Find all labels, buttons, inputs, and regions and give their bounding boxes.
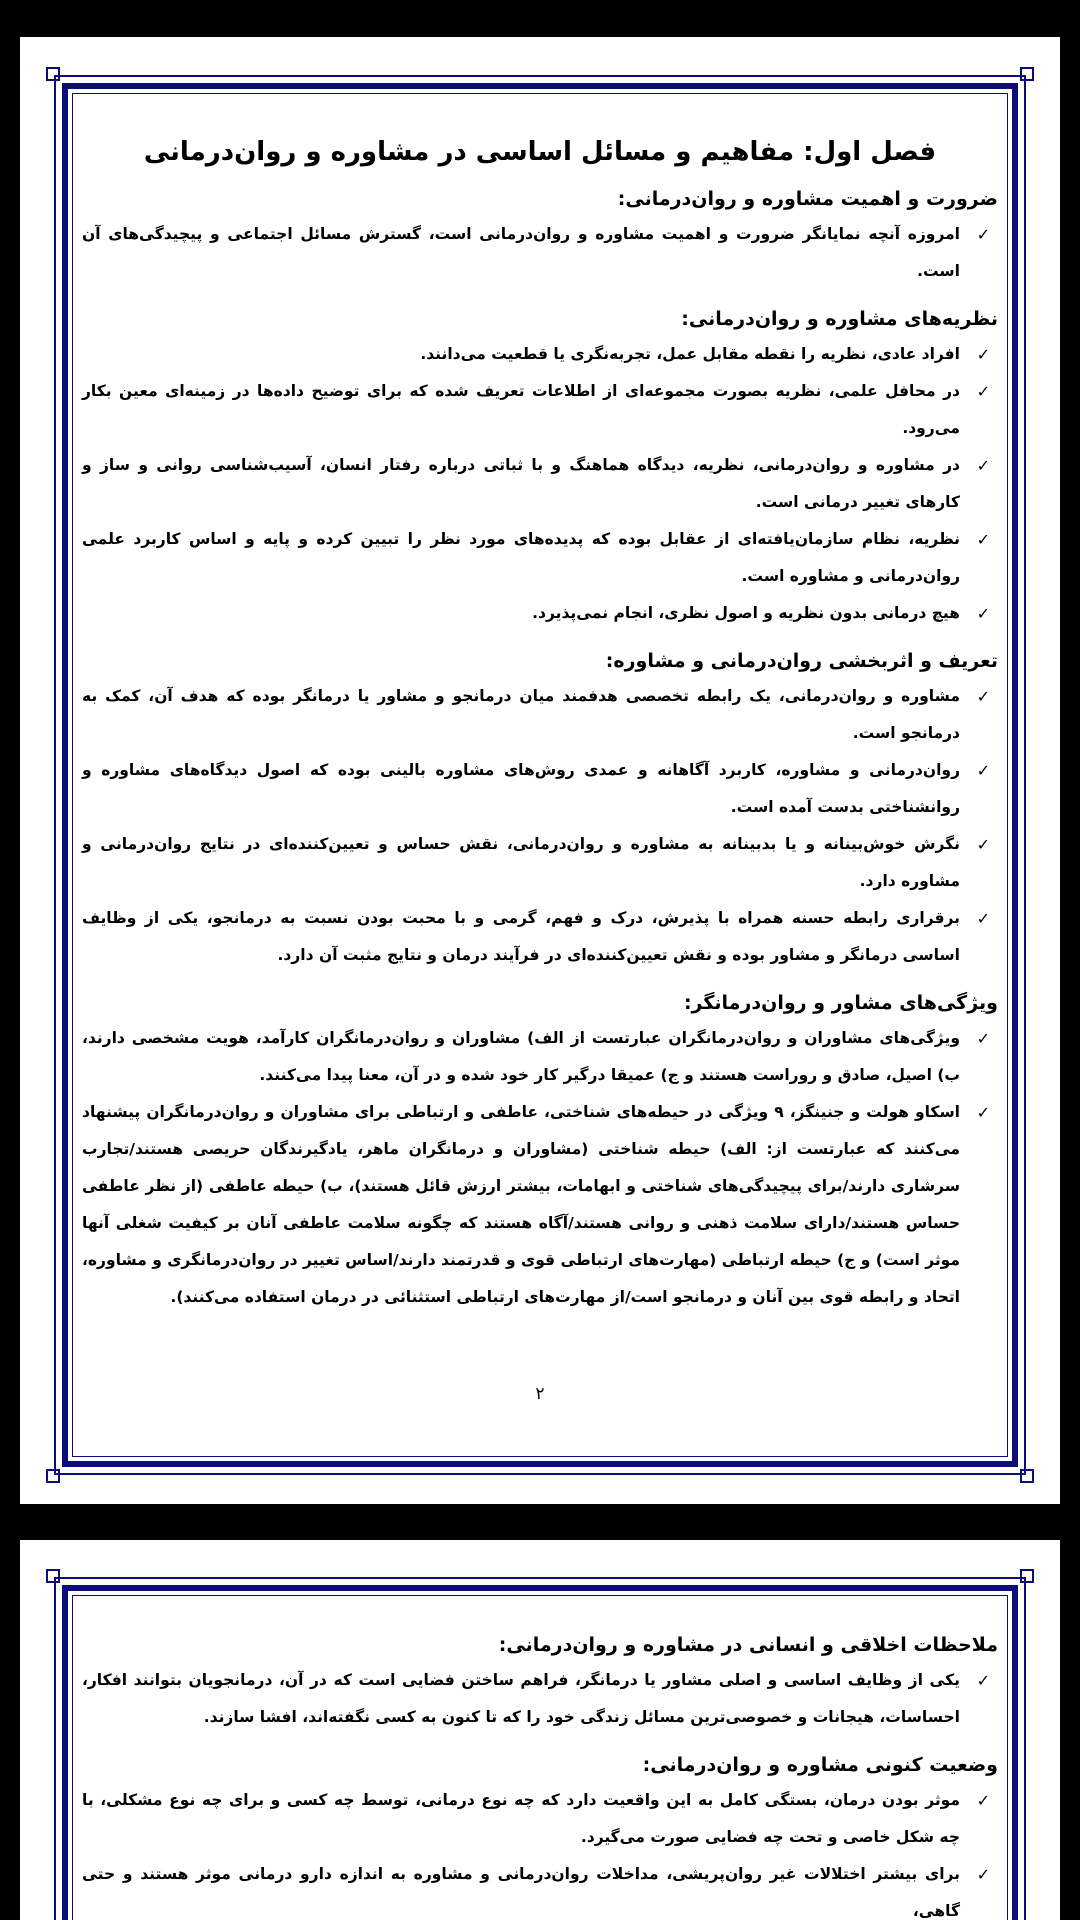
list-item-text: نظریه، نظام سازمان‌یافته‌ای از عقابل بوده که پدیده‌های مورد نظر را تبیین کرده و پایه و اساس کاربرد علمی روان‌درمانی و مشاوره است.	[82, 530, 960, 585]
document-page-2	[20, 1540, 1060, 1920]
list-item-text: روان‌درمانی و مشاوره، کاربرد آگاهانه و عمدی روش‌های مشاوره بالینی بوده که اصول دیدگاه‌های مشاوره و روانشناختی بدست آمده است.	[82, 761, 960, 816]
list-item	[82, 826, 998, 900]
page-content	[82, 1630, 998, 1920]
check-icon: ✓	[976, 456, 990, 475]
section-title: وضعیت کنونی مشاوره و روان‌درمانی:	[642, 1754, 998, 1776]
check-icon: ✓	[976, 530, 990, 549]
list-item	[82, 678, 998, 752]
list-item-text: برقراری رابطه حسنه همراه با پذیرش، درک و فهم، گرمی و با محبت بودن نسبت به درمانجو، یکی از وظایف اساسی درمانگر و مشاور بوده و نقش تعیین‌کننده‌ای در فرآیند درمان و نتایج مثبت آن دارد.	[82, 909, 960, 964]
section-current-status	[82, 1750, 998, 1920]
list-item	[82, 373, 998, 447]
check-icon: ✓	[976, 1103, 990, 1122]
list-item-text: برای بیشتر اختلالات غیر روان‌پریشی، مداخلات روان‌درمانی و مشاوره به اندازه دارو درمانی موثر هستند و حتی گاهی،	[82, 1865, 960, 1920]
check-icon: ✓	[976, 1671, 990, 1690]
list-item	[82, 447, 998, 521]
list-item	[82, 1094, 998, 1316]
check-icon: ✓	[976, 345, 990, 364]
border-corner	[46, 1469, 60, 1483]
section-title: ویژگی‌های مشاور و روان‌درمانگر:	[683, 992, 998, 1014]
check-icon: ✓	[976, 1865, 990, 1884]
list-item-text: یکی از وظایف اساسی و اصلی مشاور یا درمانگر، فراهم ساختن فضایی است که در آن، درمانجویان بتوانند افکار، احساسات، هیجانات و خصوصی‌ترین مسائل زندگی خود را که تا کنون به کسی نگفته‌اند، افشا سازند.	[82, 1671, 960, 1726]
page-number: ۲	[535, 1384, 545, 1404]
border-corner	[1020, 1569, 1034, 1583]
list-item	[82, 1782, 998, 1856]
list-item-text: افراد عادی، نظریه را نقطه مقابل عمل، تجربه‌نگری یا قطعیت می‌دانند.	[420, 345, 960, 363]
check-icon: ✓	[976, 1791, 990, 1810]
section-ethics	[82, 1630, 998, 1736]
section-title: تعریف و اثربخشی روان‌درمانی و مشاوره:	[605, 650, 998, 672]
section-title: نظریه‌های مشاوره و روان‌درمانی:	[681, 308, 998, 330]
list-item	[82, 216, 998, 290]
list-item-text: اسکاو هولت و جنینگز، ۹ ویژگی در حیطه‌های شناختی، عاطفی و ارتباطی برای مشاوران و روان‌درمانگران پیشنهاد می‌کنند که عبارتست از: الف) حیطه شناختی (مشاوران و درمانگران ماهر، یادگیرندگان حریصی هستند/تجارب سرشاری دارند/برای پیچیدگی‌های شناختی و ابهامات، بیشتر ارزش قائل هستند)، ب) حیطه عاطفی (از نظر عاطفی حساس هستند/دارای سلامت ذهنی و روانی هستند/آگاه هستند که چگونه سلامت عاطفی آنان بر کیفیت شغلی آنها موثر است) و ج) حیطه ارتباطی (مهارت‌های ارتباطی قوی و قدرتمند دارند/اساس تغییر در روان‌درمانگری و مشاوره، اتحاد و رابطه قوی بین آنان و درمانجو است/از مهارت‌های ارتباطی استثنائی در درمان استفاده می‌کنند).	[82, 1103, 960, 1306]
border-corner	[46, 1569, 60, 1583]
list-item-text: مشاوره و روان‌درمانی، یک رابطه تخصصی هدفمند میان درمانجو و مشاور یا درمانگر بوده که هدف آن، کمک به درمانجو است.	[82, 687, 960, 742]
list-item-text: ویژگی‌های مشاوران و روان‌درمانگران عبارتست از الف) مشاوران و روان‌درمانگران کارآمد، هویت مشخصی دارند، ب) اصیل، صادق و روراست هستند و ج) عمیقا درگیر کار خود شده و در آن، معنا پیدا می‌کنند.	[82, 1029, 960, 1084]
list-item-text: امروزه آنچه نمایانگر ضرورت و اهمیت مشاوره و روان‌درمانی است، گسترش مسائل اجتماعی و پیچیدگی‌های آن است.	[82, 225, 960, 280]
check-icon: ✓	[976, 604, 990, 623]
list-item	[82, 336, 998, 373]
list-item-text: نگرش خوش‌بینانه و یا بدبینانه به مشاوره و روان‌درمانی، نقش حساس و تعیین‌کننده‌ای در نتایج روان‌درمانی و مشاوره دارد.	[82, 835, 960, 890]
list-item-text: در مشاوره و روان‌درمانی، نظریه، دیدگاه هماهنگ و با ثباتی درباره رفتار انسان، آسیب‌شناسی روانی و ساز و کارهای تغییر درمانی است.	[82, 456, 960, 511]
section-theories	[82, 304, 998, 632]
bullet-list	[82, 1782, 998, 1920]
list-item	[82, 521, 998, 595]
section-title: ضرورت و اهمیت مشاوره و روان‌درمانی:	[617, 188, 998, 210]
bullet-list	[82, 336, 998, 632]
section-title: ملاحظات اخلاقی و انسانی در مشاوره و روان‌درمانی:	[498, 1634, 998, 1656]
list-item-text: هیچ درمانی بدون نظریه و اصول نظری، انجام نمی‌پذیرد.	[532, 604, 960, 622]
check-icon: ✓	[976, 835, 990, 854]
list-item	[82, 1856, 998, 1920]
section-traits	[82, 988, 998, 1316]
list-item	[82, 752, 998, 826]
page-content	[82, 132, 998, 1330]
list-item-text: موثر بودن درمان، بستگی کامل به این واقعیت دارد که چه نوع درمانی، توسط چه کسی و برای چه نوع مشکلی، با چه شکل خاصی و تحت چه فضایی صورت می‌گیرد.	[82, 1791, 960, 1846]
section-definition	[82, 646, 998, 974]
bullet-list	[82, 1662, 998, 1736]
list-item-text: در محافل علمی، نظریه بصورت مجموعه‌ای از اطلاعات تعریف شده که برای توضیح داده‌ها در زمینه‌ای معین بکار می‌رود.	[82, 382, 960, 437]
check-icon: ✓	[976, 761, 990, 780]
list-item	[82, 900, 998, 974]
border-corner	[1020, 67, 1034, 81]
list-item	[82, 1662, 998, 1736]
check-icon: ✓	[976, 687, 990, 706]
chapter-title: فصل اول: مفاهیم و مسائل اساسی در مشاوره و روان‌درمانی	[143, 137, 937, 167]
section-importance	[82, 184, 998, 290]
list-item	[82, 1020, 998, 1094]
check-icon: ✓	[976, 382, 990, 401]
check-icon: ✓	[976, 909, 990, 928]
bullet-list	[82, 1020, 998, 1316]
border-corner	[46, 67, 60, 81]
list-item	[82, 595, 998, 632]
bullet-list	[82, 678, 998, 974]
bullet-list	[82, 216, 998, 290]
document-page-1	[20, 37, 1060, 1504]
check-icon: ✓	[976, 225, 990, 244]
check-icon: ✓	[976, 1029, 990, 1048]
border-corner	[1020, 1469, 1034, 1483]
